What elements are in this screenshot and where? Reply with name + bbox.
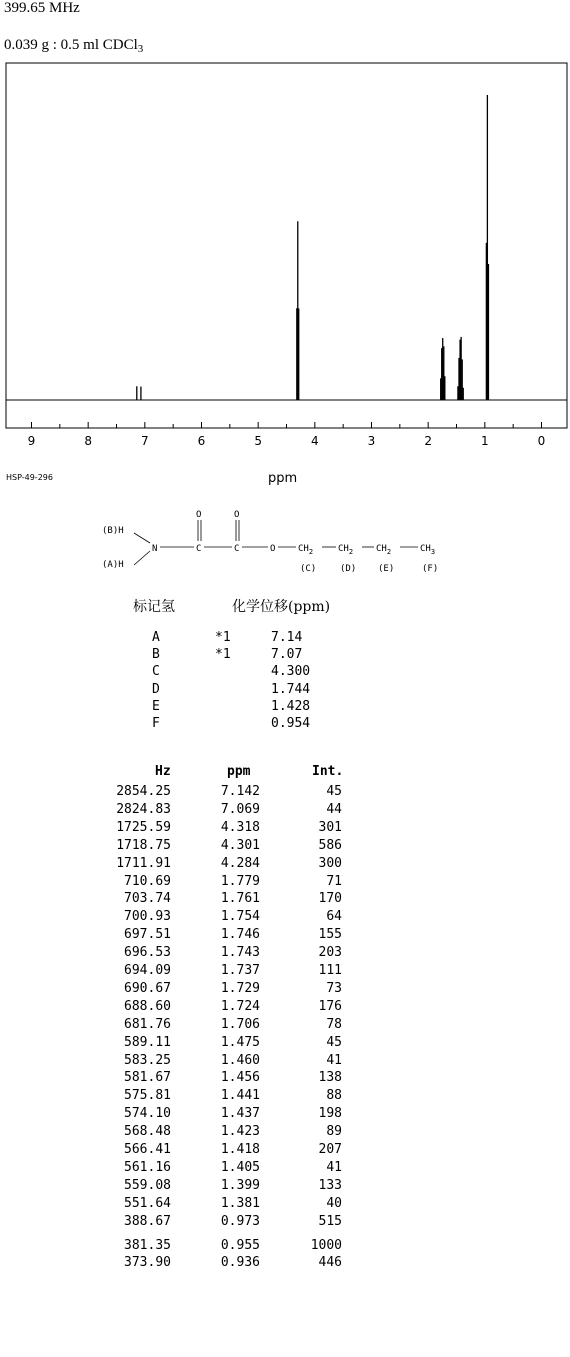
tick-layer [28, 422, 546, 448]
peak-ppm-cell: 4.318 [220, 819, 260, 835]
peak-int-cell: 300 [318, 855, 342, 871]
table-row [0, 856, 570, 874]
shift-shift-cell: 4.300 [271, 664, 311, 680]
shift-shift-cell: 7.07 [271, 647, 303, 663]
peak-ppm-cell: 1.729 [220, 980, 260, 996]
peak-ppm-cell: 7.069 [220, 801, 260, 817]
x-tick-label: 2 [424, 434, 432, 448]
atom-c2: C [234, 544, 240, 554]
atom-n: N [152, 544, 158, 554]
shift-shift-cell: 1.428 [271, 698, 311, 714]
peak-ppm-cell: 1.381 [220, 1195, 260, 1211]
sample-subscript: 3 [137, 43, 144, 55]
peak-hz-cell: 710.69 [124, 873, 171, 889]
table-row [0, 838, 570, 856]
peak-ppm-cell: 1.399 [220, 1177, 260, 1193]
shift-header-shift: 化学位移(ppm) [232, 599, 331, 615]
peak-ppm-cell: 1.706 [220, 1016, 260, 1032]
x-tick-label: 6 [197, 434, 206, 448]
atom-o-chain: O [270, 544, 276, 554]
peak-int-cell: 45 [326, 784, 342, 799]
table-row [0, 1088, 570, 1106]
peak-ppm-cell: 1.779 [220, 873, 260, 889]
bond-h-n-bottom [134, 551, 150, 565]
peak-hz-cell: 694.09 [124, 963, 171, 978]
peak-hz-cell: 589.11 [124, 1034, 171, 1050]
table-row [0, 909, 570, 927]
peak-int-cell: 176 [318, 998, 342, 1014]
peak-int-cell: 73 [326, 980, 342, 996]
peak-ppm-cell: 1.437 [220, 1106, 260, 1122]
table-row [0, 1238, 570, 1256]
spectrometer-frequency: 399.65 MHz [4, 0, 80, 16]
table-row [0, 1106, 570, 1124]
peak-header-hz: Hz [155, 764, 171, 779]
peak-hz-cell: 568.48 [124, 1124, 171, 1140]
peak-ppm-cell: 1.761 [220, 891, 260, 907]
peak-ppm-cell: 1.456 [220, 1070, 260, 1086]
chemical-shift-table [0, 596, 570, 756]
peak-ppm-cell: 0.955 [220, 1237, 260, 1253]
table-row [0, 945, 570, 963]
shift-shift-cell: 1.744 [271, 681, 311, 697]
table-row [0, 1196, 570, 1214]
peak-ppm-cell: 0.973 [220, 1213, 260, 1229]
spectrum-code: HSP-49-296 [6, 473, 53, 482]
table-row [0, 963, 570, 981]
peak-int-cell: 44 [326, 801, 342, 817]
peak-int-cell: 155 [318, 927, 342, 943]
peak-ppm-cell: 4.284 [220, 855, 260, 871]
peak-int-cell: 41 [326, 1052, 342, 1068]
x-tick-label: 0 [537, 434, 546, 448]
plot-frame [6, 63, 567, 428]
peak-hz-cell: 700.93 [124, 909, 171, 925]
table-row [0, 1255, 570, 1273]
peak-ppm-cell: 1.743 [220, 945, 260, 961]
x-tick-label: 1 [481, 434, 489, 448]
group-ch2-e: $CH_2$ [376, 544, 392, 556]
peak-ppm-cell: 1.418 [220, 1142, 260, 1157]
peak-int-cell: 207 [318, 1142, 342, 1157]
table-row [0, 999, 570, 1017]
table-row [0, 820, 570, 838]
table-row [0, 1035, 570, 1053]
peak-hz-cell: 1718.75 [116, 837, 171, 853]
x-tick-label: 4 [311, 434, 319, 448]
peak-int-cell: 78 [326, 1016, 342, 1032]
position-d: (D) [340, 564, 357, 574]
x-tick-label: 8 [84, 434, 92, 448]
table-row [0, 1124, 570, 1142]
shift-shift-cell: 7.14 [271, 630, 303, 645]
peak-hz-cell: 1711.91 [116, 855, 171, 871]
peak-header-int: Int. [312, 764, 344, 779]
shift-label-cell: F [152, 716, 160, 731]
peak-int-cell: 41 [326, 1159, 342, 1175]
atom-o-top2: O [234, 510, 240, 520]
peak-hz-cell: 583.25 [124, 1052, 171, 1068]
shift-label-cell: C [152, 664, 160, 680]
table-row [0, 874, 570, 892]
peak-ppm-cell: 1.475 [220, 1034, 260, 1050]
atom-o-top1: O [196, 510, 202, 520]
sample-text: 0.039 g : 0.5 ml CDCl [4, 37, 138, 53]
atom-label-hb: (B)H [102, 526, 124, 536]
peak-int-cell: 71 [326, 873, 342, 889]
x-tick-label: 7 [141, 434, 149, 448]
peak-int-cell: 203 [318, 945, 342, 961]
peak-int-cell: 515 [318, 1213, 342, 1229]
peak-ppm-cell: 1.746 [220, 927, 260, 943]
nmr-spectrum-plot [0, 60, 570, 470]
peak-hz-cell: 566.41 [124, 1142, 171, 1157]
position-f: (F) [422, 564, 439, 574]
peak-int-cell: 40 [326, 1195, 342, 1211]
peak-hz-cell: 373.90 [124, 1255, 171, 1271]
peak-ppm-cell: 4.301 [220, 837, 260, 853]
x-tick-label: 3 [367, 434, 376, 448]
peak-int-cell: 45 [326, 1034, 342, 1050]
peak-layer [137, 95, 489, 400]
peak-ppm-cell: 7.142 [220, 784, 260, 799]
peak-hz-cell: 688.60 [124, 998, 171, 1014]
peak-int-cell: 111 [318, 963, 342, 978]
peak-ppm-cell: 1.737 [220, 963, 260, 978]
peak-hz-cell: 388.67 [124, 1213, 171, 1229]
peak-hz-cell: 2824.83 [116, 801, 171, 817]
x-tick-label: 9 [27, 434, 36, 448]
group-ch2-c: $CH_2$ [298, 544, 314, 556]
peak-hz-cell: 2854.25 [116, 784, 171, 799]
peak-ppm-cell: 1.460 [220, 1052, 260, 1068]
x-axis-label: ppm [268, 471, 298, 486]
shift-label-cell: E [152, 698, 160, 714]
table-row [0, 1053, 570, 1071]
table-row [0, 1214, 570, 1232]
peak-hz-cell: 574.10 [124, 1106, 171, 1122]
peak-hz-cell: 681.76 [124, 1016, 171, 1032]
shift-note-cell: *1 [215, 630, 231, 645]
peak-ppm-cell: 1.724 [220, 998, 260, 1014]
peak-int-cell: 88 [326, 1088, 342, 1104]
group-ch2-d: $CH_2$ [338, 544, 354, 556]
table-row [0, 1160, 570, 1178]
shift-header-label: 标记氢 [133, 599, 175, 615]
peak-int-cell: 64 [326, 909, 342, 925]
peak-hz-cell: 381.35 [124, 1237, 171, 1253]
peak-hz-cell: 575.81 [124, 1088, 171, 1104]
peak-hz-cell: 561.16 [124, 1159, 171, 1175]
peak-hz-cell: 697.51 [124, 927, 171, 943]
position-c: (C) [300, 564, 317, 574]
peak-int-cell: 198 [318, 1106, 342, 1122]
shift-shift-cell: 0.954 [271, 716, 311, 731]
group-ch3-f: $CH_3$ [420, 544, 436, 556]
peak-ppm-cell: 1.423 [220, 1124, 260, 1140]
sample-concentration [4, 37, 143, 54]
shift-label-cell: D [152, 681, 160, 697]
peak-hz-cell: 551.64 [124, 1195, 171, 1211]
peak-ppm-cell: 1.441 [220, 1088, 260, 1104]
peak-ppm-cell: 1.405 [220, 1159, 260, 1175]
table-row [0, 1017, 570, 1035]
peak-hz-cell: 581.67 [124, 1070, 171, 1086]
peak-hz-cell: 559.08 [124, 1177, 171, 1193]
table-row [0, 927, 570, 945]
table-row [0, 981, 570, 999]
table-row [0, 802, 570, 820]
shift-note-cell: *1 [215, 647, 231, 663]
peak-int-cell: 446 [318, 1255, 342, 1271]
peak-int-cell: 170 [318, 891, 342, 907]
position-e: (E) [378, 564, 395, 574]
table-row [0, 1178, 570, 1196]
peak-int-cell: 133 [318, 1177, 342, 1193]
peak-int-cell: 586 [318, 837, 342, 853]
peak-hz-cell: 690.67 [124, 980, 171, 996]
peak-int-cell: 89 [326, 1124, 342, 1140]
x-tick-label: 5 [254, 434, 262, 448]
atom-c1: C [196, 544, 202, 554]
table-row [0, 1070, 570, 1088]
table-row [0, 784, 570, 802]
table-row [0, 891, 570, 909]
molecule-structure [100, 505, 480, 575]
peak-hz-cell: 696.53 [124, 945, 171, 961]
table-row [0, 1142, 570, 1160]
shift-label-cell: B [152, 647, 160, 663]
peak-int-cell: 138 [318, 1070, 342, 1086]
bond-h-n-top [134, 533, 150, 543]
peak-header-ppm: ppm [227, 764, 251, 779]
peak-hz-cell: 1725.59 [116, 819, 171, 835]
atom-label-ha: (A)H [102, 560, 124, 570]
peak-int-cell: 301 [318, 819, 342, 835]
shift-label-cell: A [152, 630, 160, 645]
peak-ppm-cell: 0.936 [220, 1255, 260, 1271]
peak-int-cell: 1000 [310, 1237, 342, 1253]
peak-hz-cell: 703.74 [124, 891, 171, 907]
peak-ppm-cell: 1.754 [220, 909, 260, 925]
